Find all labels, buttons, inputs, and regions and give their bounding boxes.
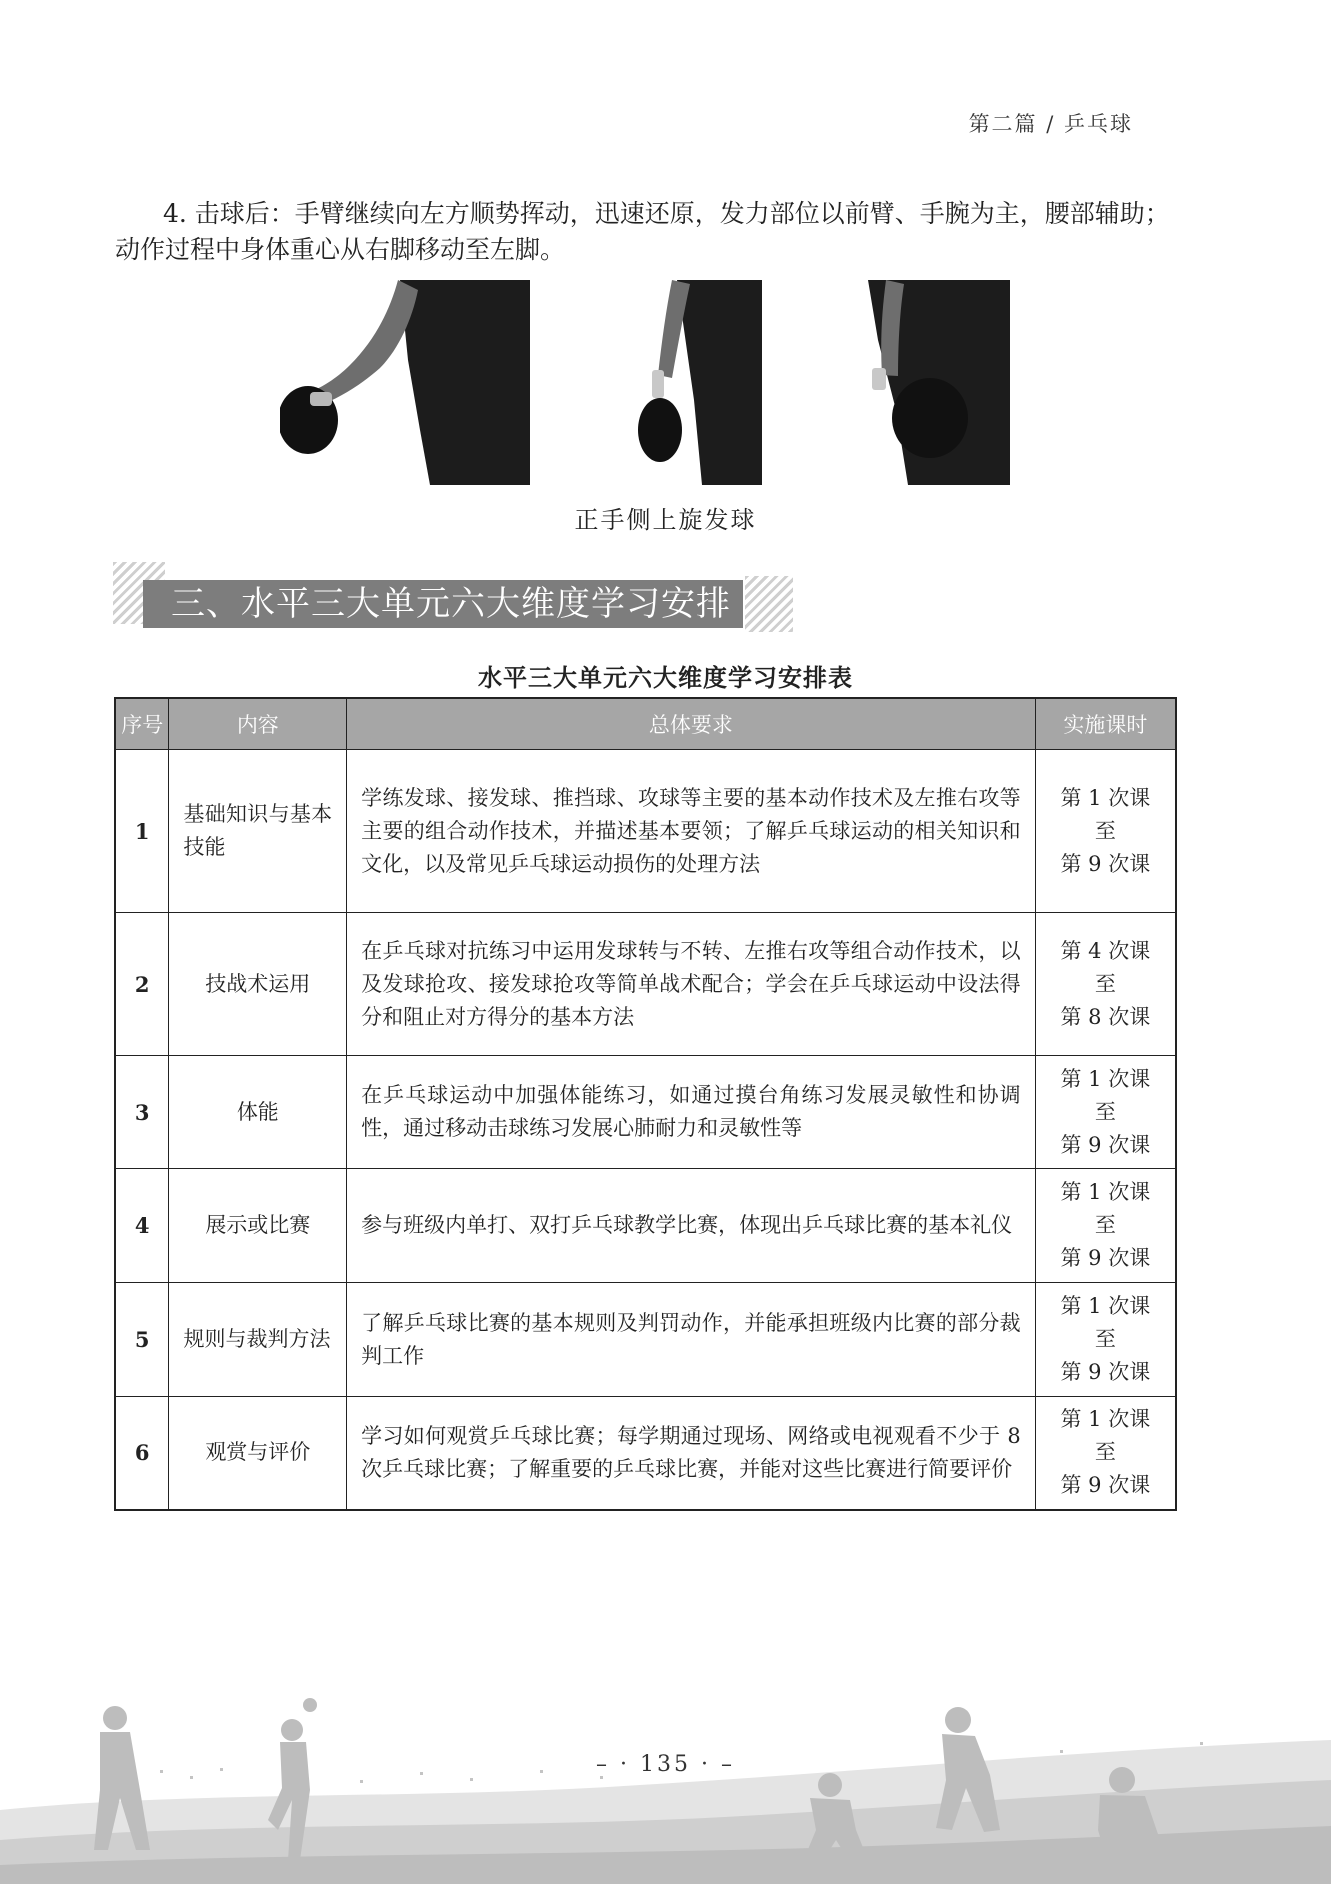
row-no: 4 — [115, 1169, 169, 1283]
learning-plan-table — [114, 697, 1177, 1511]
row-no: 3 — [115, 1056, 169, 1169]
section-title: 三、水平三大单元六大维度学习安排 — [143, 580, 743, 628]
header-content: 内容 — [169, 698, 347, 750]
hours-end: 第 8 次课 — [1060, 1004, 1151, 1029]
hours-start: 第 1 次课 — [1060, 1407, 1151, 1432]
hours-end: 第 9 次课 — [1060, 851, 1151, 876]
hours-to: 至 — [1094, 1327, 1116, 1351]
row-hours — [1035, 1397, 1176, 1510]
step-4-paragraph: 4. 击球后：手臂继续向左方顺势挥动，迅速还原，发力部位以前臂、手腕为主，腰部辅助；动作过程中身体重心从右脚移动至左脚。 — [115, 199, 1170, 264]
row-content: 规则与裁判方法 — [169, 1283, 347, 1397]
row-no: 6 — [115, 1397, 169, 1510]
row-no: 5 — [115, 1283, 169, 1397]
table-row — [115, 1056, 1176, 1169]
serve-photo-2 — [632, 280, 762, 485]
hours-start: 第 1 次课 — [1060, 1180, 1151, 1204]
row-hours — [1035, 913, 1176, 1056]
running-header: 第二篇 / 乒乓球 — [968, 112, 1133, 136]
row-requirement: 参与班级内单打、双打乒乓球教学比赛，体现出乒乓球比赛的基本礼仪 — [347, 1169, 1036, 1283]
row-content: 展示或比赛 — [169, 1169, 347, 1283]
row-no: 2 — [115, 913, 169, 1056]
table-row — [115, 1169, 1176, 1283]
header-no: 序号 — [115, 698, 169, 750]
hours-end: 第 9 次课 — [1060, 1132, 1151, 1157]
section-heading — [113, 562, 793, 632]
hours-end: 第 9 次课 — [1060, 1360, 1151, 1384]
row-requirement: 在乒乓球对抗练习中运用发球转与不转、左推右攻等组合动作技术，以及发球抢攻、接发球抢攻等简单战术配合；学会在乒乓球运动中设法得分和阻止对方得分的基本方法 — [347, 913, 1036, 1056]
table-row — [115, 1397, 1176, 1510]
row-hours — [1035, 1169, 1176, 1283]
hours-start: 第 4 次课 — [1060, 938, 1151, 963]
hours-to: 至 — [1094, 1213, 1116, 1237]
row-content: 基础知识与基本技能 — [169, 750, 347, 913]
serve-photo-3-image — [868, 280, 1010, 485]
serve-photo-1 — [280, 280, 530, 485]
photo-caption: 正手侧上旋发球 — [574, 506, 757, 534]
hours-end: 第 9 次课 — [1060, 1473, 1151, 1498]
header-requirement: 总体要求 — [347, 698, 1036, 750]
row-requirement: 学练发球、接发球、推挡球、攻球等主要的基本动作技术及左推右攻等主要的组合动作技术，并描述基本要领；了解乒乓球运动的相关知识和文化，以及常见乒乓球运动损伤的处理方法 — [347, 750, 1036, 913]
page-number: – · 135 · – — [596, 1752, 735, 1777]
row-hours — [1035, 1283, 1176, 1397]
row-requirement: 在乒乓球运动中加强体能练习，如通过摸台角练习发展灵敏性和协调性，通过移动击球练习发展心肺耐力和灵敏性等 — [347, 1056, 1036, 1169]
serve-photo-2-image — [632, 280, 762, 485]
table-row — [115, 1283, 1176, 1397]
row-no: 1 — [115, 750, 169, 913]
row-content: 体能 — [169, 1056, 347, 1169]
hours-to: 至 — [1094, 818, 1116, 843]
hours-to: 至 — [1094, 971, 1116, 996]
hours-to: 至 — [1094, 1099, 1116, 1124]
serve-photo-1-image — [280, 280, 530, 485]
row-hours — [1035, 750, 1176, 913]
hours-start: 第 1 次课 — [1060, 785, 1151, 810]
footer-decoration — [0, 1680, 1331, 1884]
row-requirement: 了解乒乓球比赛的基本规则及判罚动作，并能承担班级内比赛的部分裁判工作 — [347, 1283, 1036, 1397]
hours-to: 至 — [1094, 1440, 1116, 1465]
table-row — [115, 750, 1176, 913]
serve-photo-3 — [868, 280, 1010, 485]
header-hours: 实施课时 — [1035, 698, 1176, 750]
row-hours — [1035, 1056, 1176, 1169]
table-header-row — [115, 698, 1176, 750]
row-requirement: 学习如何观赏乒乓球比赛；每学期通过现场、网络或电视观看不少于 8 次乒乓球比赛；了解重要的乒乓球比赛，并能对这些比赛进行简要评价 — [347, 1397, 1036, 1510]
hours-end: 第 9 次课 — [1060, 1246, 1151, 1270]
hours-start: 第 1 次课 — [1060, 1066, 1151, 1091]
table-title: 水平三大单元六大维度学习安排表 — [478, 664, 853, 692]
hours-start: 第 1 次课 — [1060, 1294, 1151, 1318]
table-row — [115, 913, 1176, 1056]
row-content: 观赏与评价 — [169, 1397, 347, 1510]
decorative-stripes-right — [745, 576, 793, 632]
row-content: 技战术运用 — [169, 913, 347, 1056]
